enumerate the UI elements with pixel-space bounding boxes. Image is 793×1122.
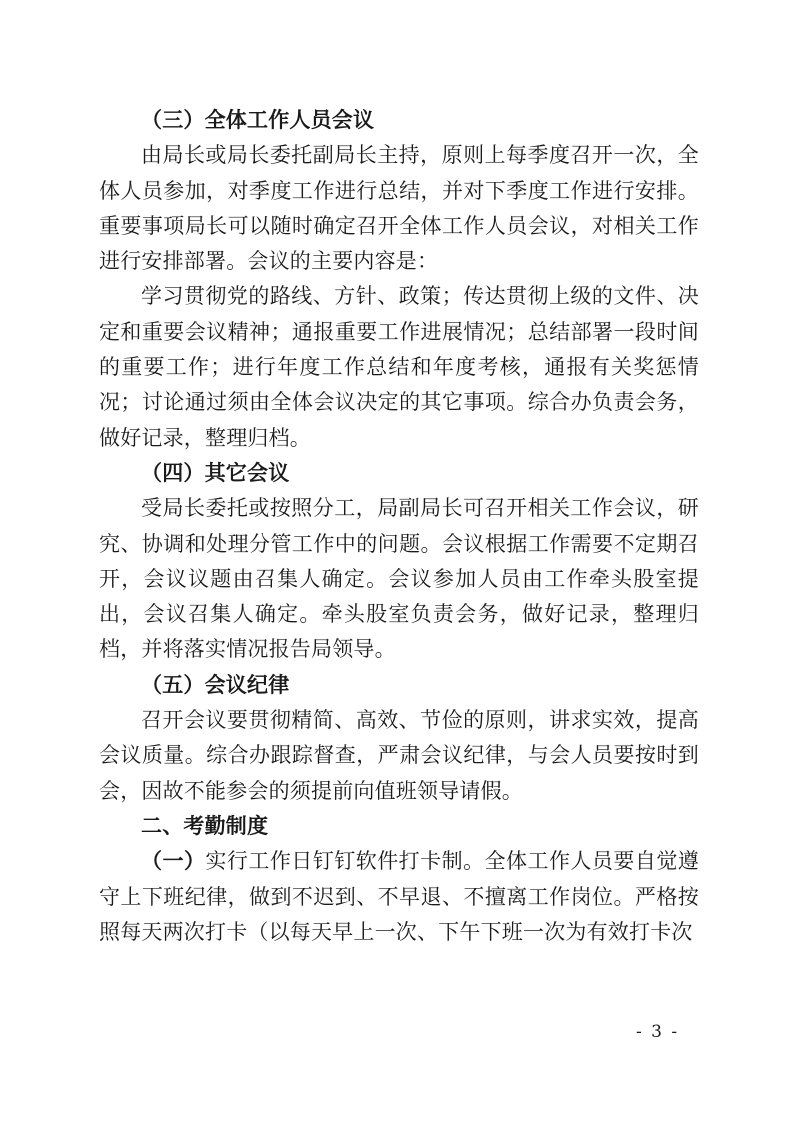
item-label: （一） <box>141 849 206 874</box>
paragraph: 受局长委托或按照分工，局副局长可召开相关工作会议，研究、协调和处理分管工作中的问题。会议根据工作需要不定期召开，会议议题由召集人确定。会议参加人员由工作牵头股室提出，会议召集人确定。牵头股室负责会务，做好记录，整理归档，并将落实情况报告局领导。 <box>99 496 699 662</box>
section-heading-meeting-discipline: （五）会议纪律 <box>141 672 290 697</box>
page-number: - 3 - <box>636 1022 680 1042</box>
paragraph: 召开会议要贯彻精简、高效、节俭的原则，讲求实效，提高会议质量。综合办跟踪督查，严肃会议纪律，与会人员要按时到会，因故不能参会的须提前向值班领导请假。 <box>99 708 699 803</box>
paragraph: 由局长或局长委托副局长主持，原则上每季度召开一次，全体人员参加，对季度工作进行总结，并对下季度工作进行安排。重要事项局长可以随时确定召开全体工作人员会议，对相关工作进行安排部署。会议的主要内容是： <box>99 143 699 274</box>
section-heading-attendance-system: 二、考勤制度 <box>141 813 269 838</box>
paragraph-attendance-item <box>99 844 699 950</box>
item-text: 实行工作日钉钉软件打卡制。全体工作人员要自觉遵守上下班纪律，做到不迟到、不早退、不擅离工作岗位。严格按照每天两次打卡（以每天早上一次、下午下班一次为有效打卡次 <box>99 849 699 944</box>
section-heading-meeting-all-staff: （三）全体工作人员会议 <box>141 108 375 132</box>
document-body <box>99 103 699 950</box>
section-heading-other-meetings: （四）其它会议 <box>141 460 290 485</box>
paragraph: 学习贯彻党的路线、方针、政策；传达贯彻上级的文件、决定和重要会议精神；通报重要工作进展情况；总结部署一段时间的重要工作；进行年度工作总结和年度考核，通报有关奖惩情况；讨论通过须由全体会议决定的其它事项。综合办负责会务，做好记录，整理归档。 <box>99 284 699 450</box>
